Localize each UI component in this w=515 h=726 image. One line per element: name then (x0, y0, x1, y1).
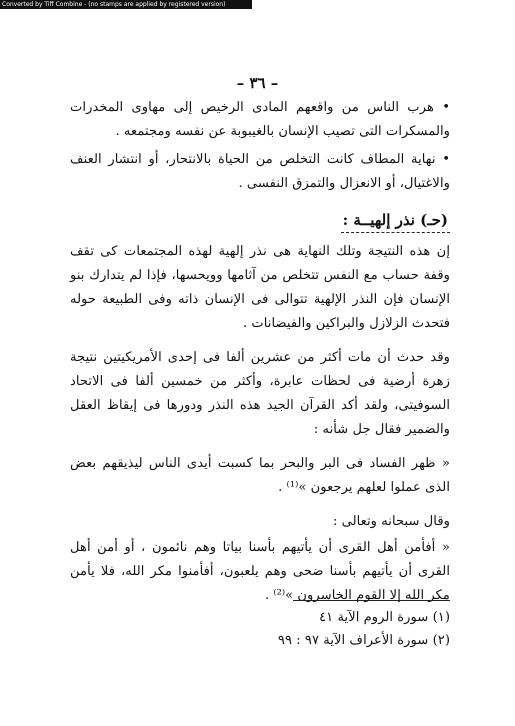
footnote: (٢) سورة الأعراف الآية ٩٧ : ٩٩ (277, 633, 450, 648)
body-text (70, 240, 450, 608)
quran-quote: « ظهر الفساد فى البر والبحر بما كسبت أيدى الناس ليذيقهم بعض الذى عملوا لعلهم يرجعون »⁽¹⁾ . (70, 456, 450, 495)
footnotes (70, 606, 450, 652)
intro-bullets (70, 96, 450, 196)
bullet-paragraph: • نهاية المطاف كانت التخلص من الحياة بالانتحار، أو انتشار العنف والاغتيال، أو الانعزال والتمزق النفسى . (70, 152, 450, 191)
section-heading-wrap (70, 208, 450, 233)
bullet-paragraph: • هرب الناس من واقعهم المادى الرخيص إلى مهاوى المخدرات والمسكرات التى تصيب الإنسان بالغيبوبة عن نفسه ومجتمعه . (70, 100, 450, 139)
body-paragraph: وقال سبحانه وتعالى : (332, 514, 450, 529)
section-heading: (حـ) نذر إلهيــة : (341, 208, 450, 233)
body-paragraph: إن هذه النتيجة وتلك النهاية هى نذر إلهية لهذه المجتمعات كى تقف وقفة حساب مع النفس تتخلص من آثامها وويحسها، فإذا لم يتدارك بنو الإنسان فإن النذر الإلهية تتوالى فى الإنسان ذاته وفى الطبيعة حوله فتحدث الزلازل والبراكين والفيضانات . (70, 244, 450, 331)
page-number: – ٣٦ – (236, 74, 279, 92)
converter-stamp: Converted by Tiff Combine - (no stamps are applied by registered version) (0, 0, 252, 9)
body-paragraph: وقد حدث أن مات أكثر من عشرين ألفا فى إحدى الأمريكيتين نتيجة زهرة أرضية فى لحظات عابرة، وأكثر من خمسين ألفا فى الاتحاد السوفيتى، ولقد أكد القرآن الجيد هذه النذر ودورها فى إيقاظ العقل والضمير فقال جل شأنه : (70, 350, 450, 437)
footnote: (١) سورة الروم الآية ٤١ (319, 610, 450, 625)
quran-quote: « أفأمن أهل القرى أن يأتيهم بأسنا بياتا وهم نائمون ، أو أمن أهل القرى أن يأتيهم بأسنا ضحى وهم يلعبون، أفأمنوا مكر الله، فلا يأمن مكر الله إلا القوم الخاسرون »⁽²⁾ . (70, 540, 450, 603)
footnote-divider (293, 600, 450, 601)
